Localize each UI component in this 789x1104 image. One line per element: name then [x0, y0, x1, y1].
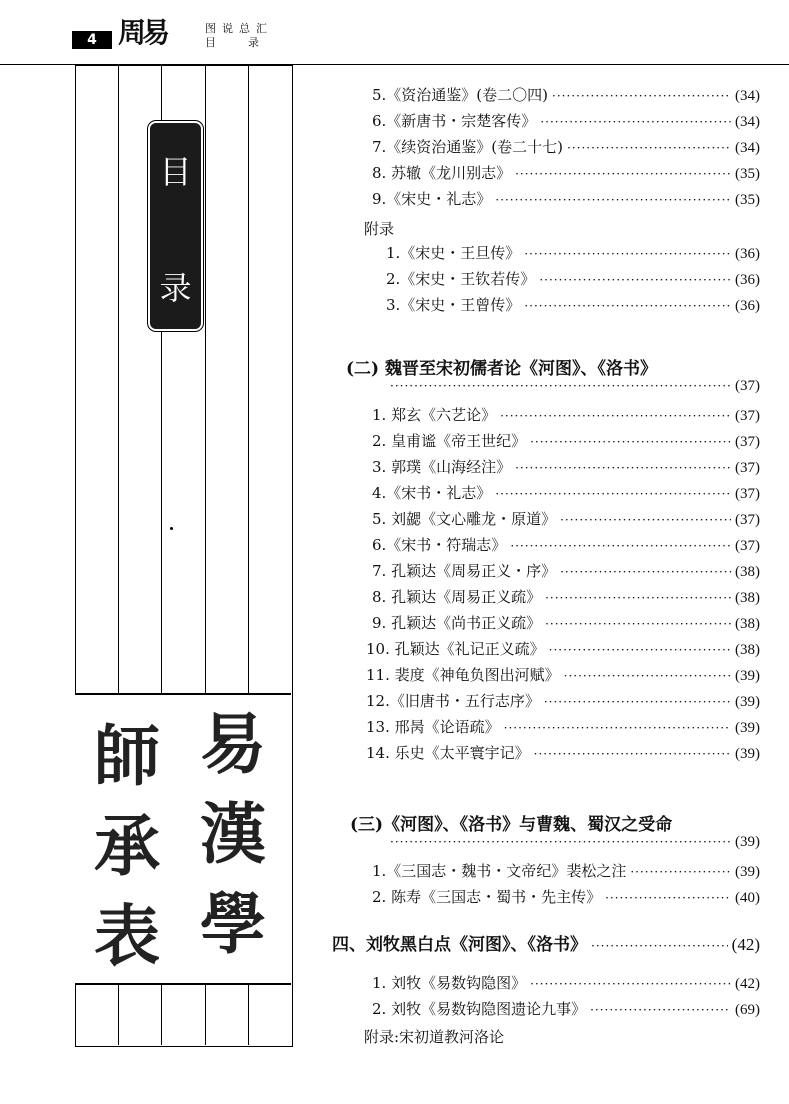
leader-dots	[515, 167, 731, 181]
entry-page: (39)	[735, 746, 760, 762]
entry-title: 5. 刘勰《文心雕龙・原道》	[372, 510, 557, 528]
book-brand: 周易	[118, 16, 167, 49]
entry-page: (35)	[735, 166, 760, 182]
entry-title: 2. 刘牧《易数钩隐图遗论九事》	[372, 1000, 587, 1018]
entry-page: (36)	[735, 298, 760, 314]
toc-entry[interactable]	[372, 84, 760, 110]
appendix-note: 附录:宋初道教河洛论	[364, 1028, 505, 1046]
section-page-line	[386, 834, 760, 860]
leader-dots	[560, 565, 731, 579]
toc-entry[interactable]	[372, 886, 760, 912]
entry-page: (69)	[735, 1002, 760, 1018]
entry-page: (38)	[735, 590, 760, 606]
toc-entry[interactable]	[372, 534, 760, 560]
toc-entry[interactable]	[372, 998, 760, 1024]
leader-dots	[524, 299, 731, 313]
entry-title: 1. 刘牧《易数钩隐图》	[372, 974, 527, 992]
entry-page: (37)	[735, 378, 760, 394]
leader-dots	[495, 487, 731, 501]
toc-entry[interactable]	[372, 430, 760, 456]
chapter-title: 四、刘牧黑白点《河图》、《洛书》	[332, 935, 587, 955]
section-page-line	[386, 378, 760, 404]
entry-page: (34)	[735, 88, 760, 104]
leader-dots	[504, 721, 731, 735]
entry-page: (36)	[735, 272, 760, 288]
entry-page: (37)	[735, 538, 760, 554]
toc-entry[interactable]	[372, 972, 760, 998]
toc-entry[interactable]	[372, 560, 760, 586]
calligraphy-seal	[75, 693, 291, 985]
title-char: 录	[159, 269, 192, 307]
entry-page: (37)	[735, 434, 760, 450]
entry-title: 3. 郭璞《山海经注》	[372, 458, 512, 476]
entry-title: 13. 邢昺《论语疏》	[366, 718, 500, 736]
entry-page: (42)	[735, 976, 760, 992]
leader-dots	[630, 865, 731, 879]
entry-title: 3.《宋史・王曾传》	[386, 296, 521, 314]
entry-title: 8. 苏辙《龙川别志》	[372, 164, 512, 182]
series-title: 图说总汇	[205, 22, 273, 35]
toc-entry[interactable]	[372, 860, 760, 886]
leader-dots	[515, 461, 731, 475]
page-header	[0, 0, 789, 70]
entry-page: (37)	[735, 512, 760, 528]
leader-dots	[390, 835, 731, 849]
leader-dots	[564, 669, 731, 683]
toc-entry[interactable]	[372, 136, 760, 162]
seal-char: 易	[200, 705, 266, 783]
leader-dots	[540, 115, 731, 129]
leader-dots	[495, 193, 731, 207]
entry-title: 11. 裴度《神龟负图出河赋》	[366, 666, 560, 684]
title-char: 目	[159, 153, 192, 191]
entry-title: 9.《宋史・礼志》	[372, 190, 492, 208]
leader-dots	[560, 513, 731, 527]
entry-page: (38)	[735, 642, 760, 658]
entry-page: (40)	[735, 890, 760, 906]
toc-entry[interactable]	[372, 612, 760, 638]
leader-dots	[605, 891, 731, 905]
toc-entry[interactable]	[372, 162, 760, 188]
seal-char: 師	[94, 717, 160, 795]
entry-page: (35)	[735, 192, 760, 208]
entry-page: (36)	[735, 246, 760, 262]
seal-column-left	[87, 711, 167, 981]
entry-title: 2. 陈寿《三国志・蜀书・先主传》	[372, 888, 602, 906]
entry-page: (37)	[735, 486, 760, 502]
leader-dots	[510, 539, 731, 553]
toc-entry[interactable]	[366, 690, 760, 716]
entry-title: 6.《新唐书・宗楚客传》	[372, 112, 537, 130]
leader-dots	[534, 747, 731, 761]
entry-page: (39)	[735, 720, 760, 736]
seal-char: 承	[94, 807, 160, 885]
entry-title: 1. 郑玄《六艺论》	[372, 406, 497, 424]
leader-dots	[567, 141, 731, 155]
entry-title: 7. 孔颖达《周易正义・序》	[372, 562, 557, 580]
toc-entry[interactable]	[386, 294, 760, 320]
leader-dots	[539, 273, 731, 287]
leader-dots	[549, 643, 731, 657]
decorative-panel	[75, 65, 293, 1047]
leader-dots	[591, 939, 728, 953]
entry-title: 14. 乐史《太平寰宇记》	[366, 744, 530, 762]
toc-entry[interactable]	[366, 638, 760, 664]
leader-dots	[524, 247, 731, 261]
section-title: 目录	[205, 36, 291, 49]
toc-entry[interactable]	[372, 482, 760, 508]
entry-page: (37)	[735, 460, 760, 476]
seal-char: 學	[200, 885, 266, 963]
section-heading[interactable]: (二) 魏晋至宋初儒者论《河图》、《洛书》	[346, 359, 658, 379]
entry-title: 12.《旧唐书・五行志序》	[366, 692, 540, 710]
entry-title: 6.《宋书・符瑞志》	[372, 536, 507, 554]
toc-entry[interactable]	[372, 586, 760, 612]
seal-char: 漢	[200, 795, 266, 873]
leader-dots	[545, 591, 731, 605]
entry-title: 1.《三国志・魏书・文帝纪》裴松之注	[372, 862, 627, 880]
entry-title: 8. 孔颖达《周易正义疏》	[372, 588, 542, 606]
entry-title: 1.《宋史・王旦传》	[386, 244, 521, 262]
entry-page: (34)	[735, 114, 760, 130]
leader-dots	[545, 617, 731, 631]
toc-entry[interactable]	[366, 664, 760, 690]
contents-title-box	[150, 123, 201, 329]
page-number: 4	[72, 31, 112, 49]
chapter-heading[interactable]	[332, 930, 760, 956]
entry-page: (39)	[735, 694, 760, 710]
entry-title: 2.《宋史・王钦若传》	[386, 270, 536, 288]
entry-title: 10. 孔颖达《礼记正义疏》	[366, 640, 545, 658]
leader-dots	[530, 977, 731, 991]
toc-entry[interactable]	[372, 508, 760, 534]
section-heading[interactable]: (三)《河图》、《洛书》与曹魏、蜀汉之受命	[350, 815, 673, 835]
toc-entry[interactable]	[366, 742, 760, 768]
toc-entry[interactable]	[372, 188, 760, 214]
seal-column-right	[193, 699, 273, 969]
entry-page: (39)	[735, 864, 760, 880]
leader-dots	[500, 409, 731, 423]
entry-title: 7.《续资治通鉴》(卷二十七)	[372, 138, 564, 156]
entry-page: (42)	[731, 935, 760, 954]
entry-title: 9. 孔颖达《尚书正义疏》	[372, 614, 542, 632]
toc-entry[interactable]	[372, 110, 760, 136]
entry-page: (38)	[735, 564, 760, 580]
speck	[170, 527, 173, 530]
toc-entry[interactable]	[372, 404, 760, 430]
seal-char: 表	[94, 897, 160, 975]
entry-page: (39)	[735, 668, 760, 684]
leader-dots	[552, 89, 731, 103]
leader-dots	[530, 435, 731, 449]
entry-title: 4.《宋书・礼志》	[372, 484, 492, 502]
leader-dots	[390, 379, 731, 393]
entry-page: (34)	[735, 140, 760, 156]
entry-page: (38)	[735, 616, 760, 632]
toc-entry[interactable]	[386, 242, 760, 268]
entry-page: (37)	[735, 408, 760, 424]
leader-dots	[590, 1003, 731, 1017]
toc-entry[interactable]	[366, 716, 760, 742]
entry-page: (39)	[735, 834, 760, 850]
entry-title: 2. 皇甫谧《帝王世纪》	[372, 432, 527, 450]
entry-title: 5.《资治通鉴》(卷二〇四)	[372, 86, 549, 104]
toc-entry[interactable]	[386, 268, 760, 294]
appendix-label: 附录	[364, 220, 395, 238]
toc-entry[interactable]	[372, 456, 760, 482]
leader-dots	[544, 695, 731, 709]
